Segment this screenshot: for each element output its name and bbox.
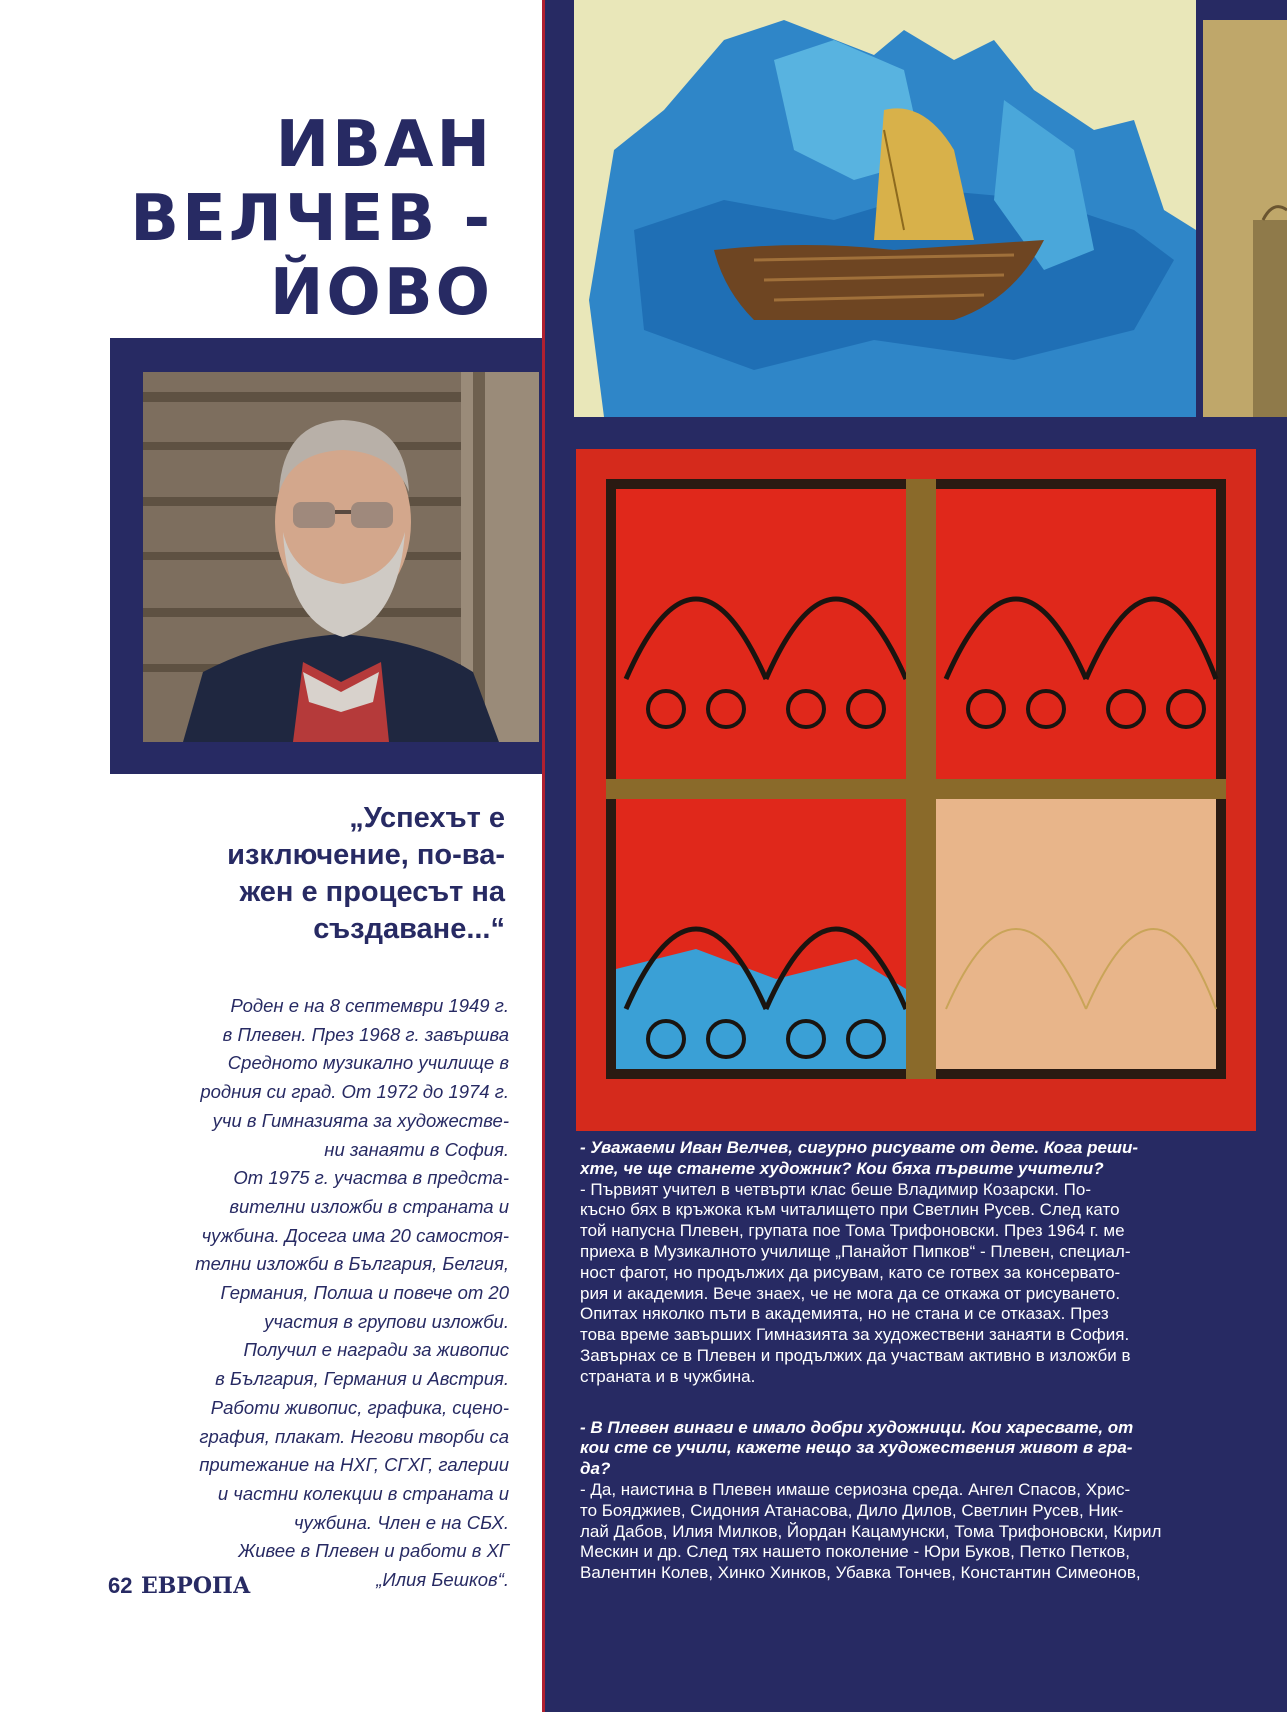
bio-line: телни изложби в България, Белгия, (195, 1253, 509, 1275)
bio-line: чужбина. Досега има 20 самостоя- (201, 1224, 509, 1246)
answer-line: - Първият учител в четвърти клас беше Владимир Козарски. По- (580, 1179, 1091, 1199)
answer-line: Опитах няколко пъти в академията, но не стана и се отказах. През (580, 1304, 1109, 1324)
answer-line: Завърнах се в Плевен и продължих да участвам активно в изложби в (580, 1345, 1131, 1365)
painting-partial (1203, 20, 1287, 417)
question-line: кои сте се учили, кажете нещо за художествения живот в гра- (580, 1438, 1133, 1458)
bio-line: Работи живопис, графика, сцено- (210, 1396, 509, 1418)
quote-line: изключение, по-ва- (227, 839, 505, 871)
bio-line: Живее в Плевен и работи в ХГ (238, 1540, 509, 1562)
answer-line: Валентин Колев, Хинко Хинков, Убавка Тончев, Константин Симеонов, (580, 1563, 1141, 1583)
title-line: ВЕЛЧЕВ - (130, 182, 493, 256)
answer-line: това време завърших Гимназията за художествени занаяти в София. (580, 1325, 1130, 1345)
answer-line: - Да, наистина в Плевен имаше сериозна среда. Ангел Спасов, Хрис- (580, 1479, 1131, 1499)
bio-line: „Илия Бешков“. (376, 1569, 509, 1591)
question-line: хте, че ще станете художник? Кои бяха първите учители? (580, 1158, 1104, 1178)
bio-line: Германия, Полша и повече от 20 (220, 1282, 509, 1304)
answer-line: то Бояджиев, Сидония Атанасова, Дило Дилов, Светлин Русев, Ник- (580, 1500, 1124, 1520)
painting-arches (576, 449, 1256, 1131)
quote-line: „Успехът е (349, 802, 505, 834)
bio-line: Роден е на 8 септември 1949 г. (230, 995, 509, 1016)
bio-line: ни занаяти в София. (324, 1138, 509, 1160)
pull-quote (85, 800, 505, 948)
answer-line: Мескин и др. След тях нашето поколение - Юри Буков, Петко Петков, (580, 1542, 1130, 1562)
question-line: да? (580, 1459, 611, 1479)
bio-line: участия в групови изложби. (264, 1310, 509, 1332)
bio-line: От 1975 г. участва в предста- (233, 1167, 509, 1189)
quote-line: жен е процесът на (239, 876, 505, 908)
answer-line: приеха в Музикалното училище „Панайот Пипков“ - Плевен, специал- (580, 1241, 1131, 1261)
bio-line: в България, Германия и Австрия. (215, 1368, 509, 1390)
page-footer (108, 1573, 251, 1599)
page-divider (542, 0, 545, 1712)
bio-line: учи в Гимназията за художестве- (212, 1109, 509, 1131)
bio-line: в Плевен. През 1968 г. завършва (222, 1023, 509, 1045)
bio-line: притежание на НХГ, СГХГ, галерии (199, 1454, 509, 1476)
biography (29, 992, 509, 1595)
artist-portrait (143, 372, 539, 742)
answer-line: ност фагот, но продължих да рисувам, като се готвех за консервато- (580, 1262, 1121, 1282)
magazine-logo: ЕВРОПА (140, 1573, 251, 1599)
article-title (130, 108, 493, 330)
page-number: 62 (108, 1573, 133, 1598)
bio-line: Средното музикално училище в (227, 1052, 509, 1074)
interview-text (580, 1138, 1248, 1584)
title-line: ИВАН (275, 108, 493, 182)
painting-boat (574, 0, 1196, 417)
bio-line: вителни изложби в страната и (229, 1195, 509, 1217)
bio-line: графия, плакат. Негови творби са (199, 1425, 509, 1447)
answer-line: рия и академия. Вече знаех, че не мога да се откажа от рисуването. (580, 1283, 1121, 1303)
bio-line: и частни колекции в страната и (217, 1482, 509, 1504)
title-line: ЙОВО (269, 256, 493, 330)
answer-line: лай Дабов, Илия Милков, Йордан Кацамунски, Тома Трифоновски, Кирил (580, 1521, 1162, 1541)
bio-line: Получил е награди за живопис (243, 1339, 509, 1361)
answer-line: той напусна Плевен, групата пое Тома Трифоновски. През 1964 г. ме (580, 1221, 1125, 1241)
quote-line: създаване...“ (313, 913, 505, 945)
answer-line: късно бях в кръжока към читалището при Светлин Русев. След като (580, 1200, 1120, 1220)
answer-line: страната и в чужбина. (580, 1366, 756, 1386)
bio-line: родния си град. От 1972 до 1974 г. (200, 1081, 509, 1103)
question-line: - Уважаеми Иван Велчев, сигурно рисувате от дете. Кога реши- (580, 1138, 1139, 1157)
question-line: - В Плевен винаги е имало добри художници. Кои харесвате, от (580, 1417, 1134, 1437)
bio-line: чужбина. Член е на СБХ. (293, 1511, 509, 1533)
